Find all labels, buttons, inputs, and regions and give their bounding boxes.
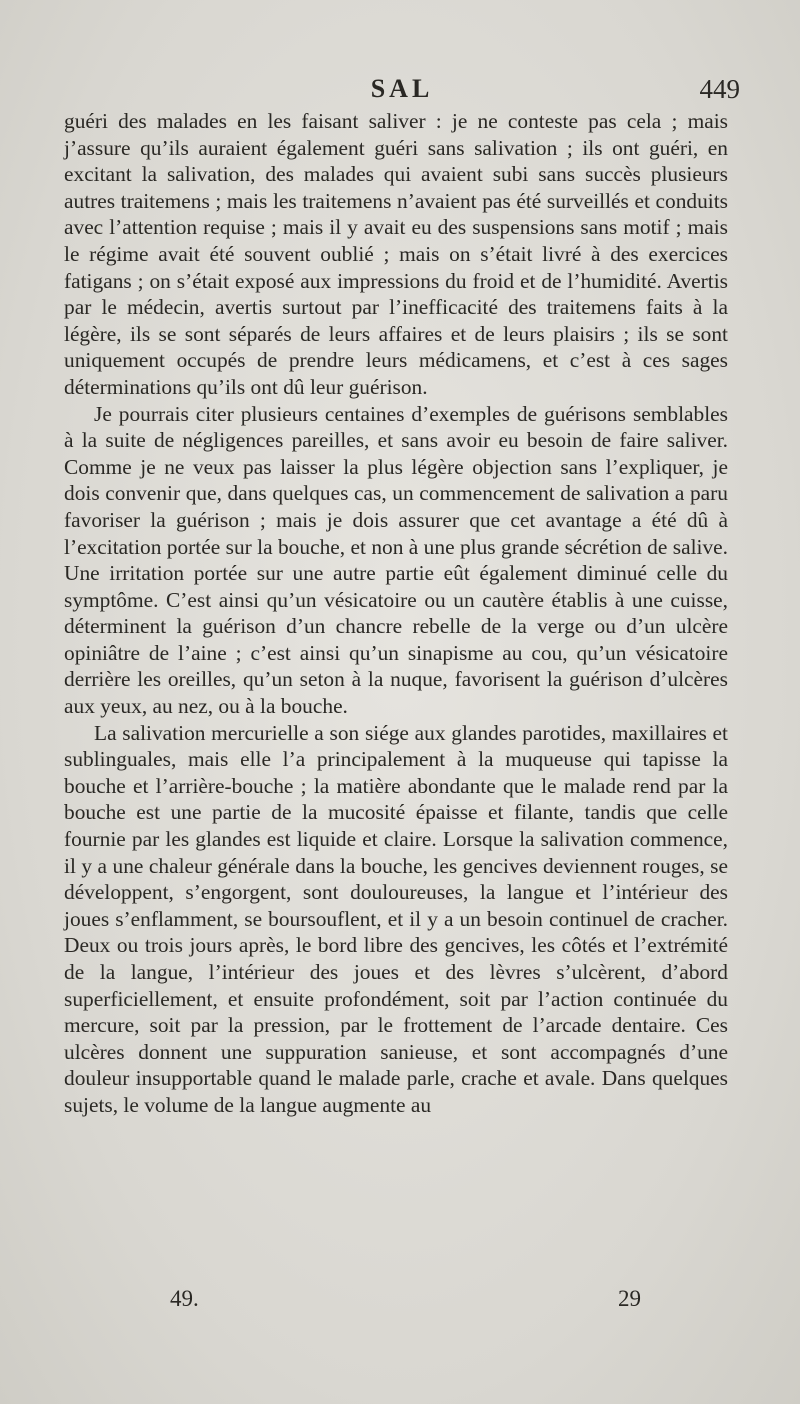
paragraph: Je pourrais citer plusieurs centaines d’exemples de guérisons semblables à la suite de négligences pareilles, et sans avoir eu besoin de faire saliver. Comme je ne veux pas laisser la plus légère objection sans l’expliquer, je dois convenir que, dans quelques cas, un commencement de salivation a paru favoriser la guérison ; mais je dois assurer que cet avantage a été dû à l’excitation portée sur la bouche, et non à une plus grande sécrétion de salive. Une irritation portée sur une autre partie eût également diminué celle du symptôme. C’est ainsi qu’un vésicatoire ou un cautère établis à une cuisse, déterminent la guérison d’un chancre rebelle de la verge ou d’un ulcère opiniâtre de l’aine ; c’est ainsi qu’un sinapisme au cou, qu’un vésicatoire derrière les oreilles, qu’un seton à la nuque, favorisent la guérison d’ulcères aux yeux, au nez, ou à la bouche. xyxy=(64,401,728,719)
page-footer xyxy=(64,1286,728,1322)
signature-mark: 49. xyxy=(170,1286,199,1311)
page-number: 449 xyxy=(699,74,740,104)
paragraph-continued: guéri des malades en les faisant saliver : je ne conteste pas cela ; mais j’assure qu’ils auraient également guéri sans salivation ; ils ont guéri, en excitant la salivation, des malades qui avaient subi sans succès plusieurs autres traitemens ; mais les traitemens n’avaient pas été surveillés et conduits avec l’attention requise ; mais il y avait eu des suspensions sans motif ; mais le régime avait été souvent oublié ; mais on s’était livré à des exercices fatigans ; on s’était exposé aux impressions du froid et de l’humidité. Avertis par le médecin, avertis surtout par l’inefficacité des traitemens faits à la légère, ils se sont séparés de leurs affaires et de leurs plaisirs ; ils se sont uniquement occupés de prendre leurs médicamens, et c’est à ces sages déterminations qu’ils ont dû leur guérison. xyxy=(64,109,728,399)
paragraph: La salivation mercurielle a son siége aux glandes parotides, maxillaires et sublinguales, mais elle l’a principalement à la muqueuse qui tapisse la bouche et l’arrière-bouche ; la matière abondante que le malade rend par la bouche est une partie de la mucosité épaisse et filante, tandis que celle fournie par les glandes est liquide et claire. Lorsque la salivation commence, il y a une chaleur générale dans la bouche, les gencives deviennent rouges, se développent, s’engorgent, sont douloureuses, la langue et l’intérieur des joues s’enflamment, se boursouflent, et il y a un besoin continuel de cracher. Deux ou trois jours après, le bord libre des gencives, les côtés et l’extrémité de la langue, l’intérieur des joues et des lèvres s’ulcèrent, d’abord superficiellement, et ensuite profondément, soit par l’action continuée du mercure, soit par la pression, par le frottement de l’arcade dentaire. Ces ulcères donnent une suppuration sanieuse, et sont accompagnés d’une douleur insupportable quand le malade parle, crache et avale. Dans quelques sujets, le volume de la langue augmente au xyxy=(64,720,728,1117)
sheet-number: 29 xyxy=(618,1286,641,1311)
running-title: SAL xyxy=(370,74,434,103)
body-text xyxy=(64,108,728,1119)
